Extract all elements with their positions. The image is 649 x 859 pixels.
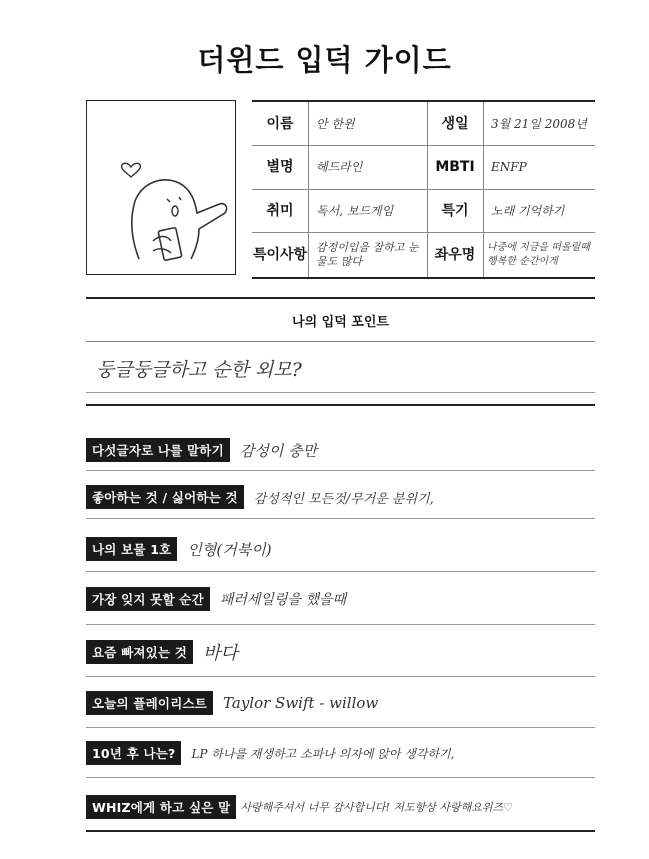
question-label: WHIZ에게 하고 싶은 말: [86, 795, 236, 819]
name-value: 안 한윈: [316, 116, 355, 131]
question-answer: Taylor Swift - willow: [223, 694, 379, 712]
name-label: 이름: [266, 115, 294, 132]
question-answer: 사랑해주셔서 너무 감사합니다! 저도항상 사랑해요위즈♡: [240, 801, 514, 814]
question-label: 오늘의 플레이리스트: [86, 691, 213, 715]
birthday-label: 생일: [441, 115, 469, 132]
question-row: [86, 738, 595, 768]
question-label: 요즘 빠져있는 것: [86, 640, 193, 664]
question-label: 가장 잊지 못할 순간: [86, 587, 210, 611]
motto-value: 나중에 지금을 떠올릴때 행복한 순간이게: [487, 241, 590, 267]
question-label: 나의 보물 1호: [86, 537, 177, 561]
question-answer: 인형(거북이): [187, 540, 272, 559]
question-answer: 바다: [203, 643, 238, 664]
page-title: 더윈드 입덕 가이드: [197, 43, 452, 77]
question-label: 다섯글자로 나를 말하기: [86, 438, 230, 462]
question-answer: 감성적인 모든것/무거운 분위기,: [253, 491, 434, 507]
hobby-label: 취미: [266, 202, 294, 219]
question-row: [86, 637, 595, 667]
divider: [86, 392, 595, 393]
question-answer: LP 하나를 재생하고 소파나 의자에 앉아 생각하기,: [191, 746, 455, 761]
question-row: [86, 688, 595, 718]
question-row: [86, 584, 595, 614]
question-row: [86, 435, 595, 465]
skill-value: 노래 기억하기: [491, 203, 565, 218]
divider: [86, 404, 595, 406]
character-doodle-icon: [87, 101, 234, 273]
mbti-label: MBTI: [435, 159, 475, 175]
motto-label: 좌우명: [434, 246, 476, 263]
point-section-header: 나의 입덕 포인트: [86, 297, 595, 342]
notes-label: 특이사항: [252, 246, 308, 263]
question-label: 10년 후 나는?: [86, 741, 181, 765]
question-answer: 패러세일링을 했을때: [219, 592, 347, 608]
character-drawing-box: [86, 100, 236, 275]
question-answer: 감성이 충만: [239, 441, 318, 460]
hobby-value: 독서, 보드게임: [316, 203, 394, 218]
question-label: 좋아하는 것 / 싫어하는 것: [86, 485, 244, 509]
point-answer: 둥글둥글하고 순한 외모?: [96, 359, 302, 381]
question-row: [86, 534, 595, 564]
nickname-value: 헤드라인: [316, 160, 363, 174]
nickname-label: 별명: [266, 159, 294, 175]
mbti-value: ENFP: [491, 160, 527, 174]
skill-label: 특기: [441, 202, 469, 219]
profile-table: [252, 100, 595, 279]
notes-value: 감정이입을 잘하고 눈물도 많다: [316, 240, 419, 268]
question-row: [86, 792, 595, 822]
question-row: [86, 482, 595, 512]
birthday-value: 3월 21일 2008년: [491, 116, 587, 131]
